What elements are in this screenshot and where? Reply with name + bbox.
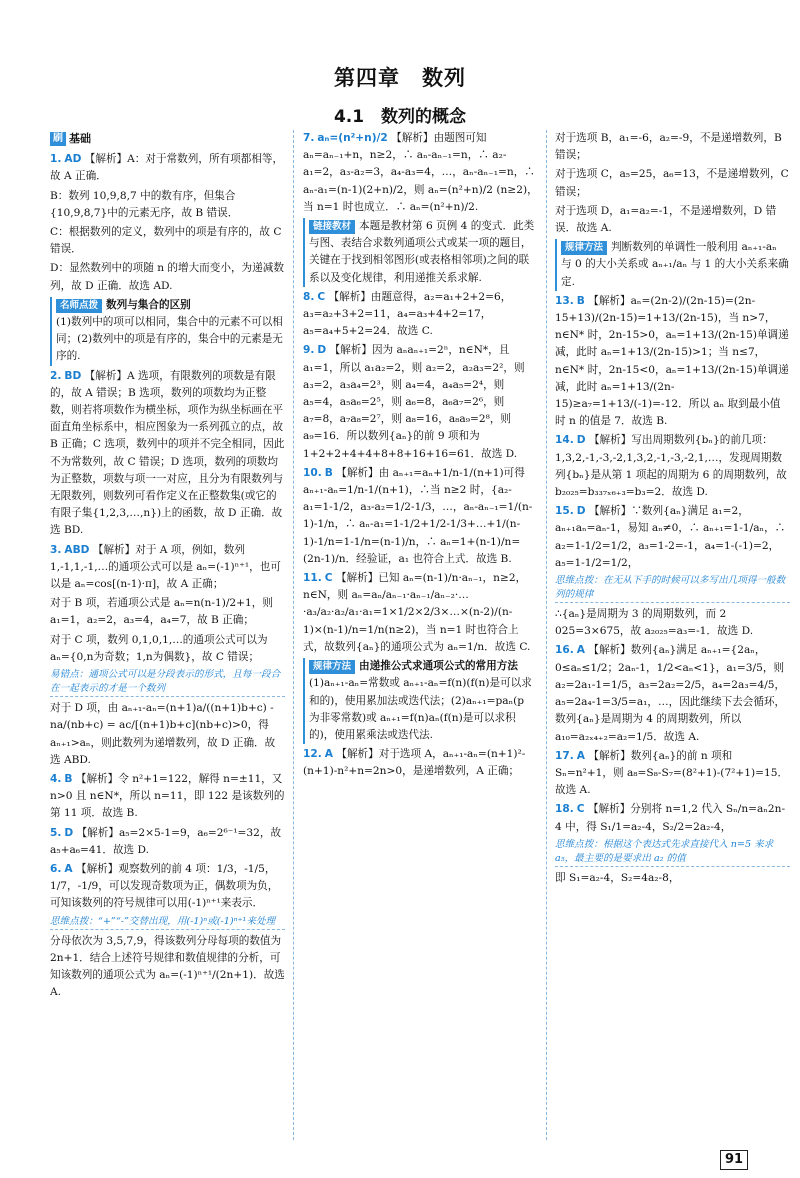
column-right: [555, 130, 790, 889]
answer-choice: D: [317, 344, 327, 357]
paragraph: [50, 188, 285, 222]
tip-title: 数列与集合的区别: [106, 298, 191, 311]
tip-box: [303, 658, 538, 744]
paragraph: [555, 166, 790, 200]
answer-item: [555, 432, 790, 501]
answer-item: [555, 748, 790, 800]
tip-box: [303, 218, 538, 287]
answer-item: [50, 542, 285, 594]
answer-choice: A: [576, 749, 585, 762]
item-text: 对于 C 项，数列 0,1,0,1,…的通项公式可以为 aₙ={0,n为奇数；1,n为偶数}，故 C 错误；: [50, 633, 268, 663]
answer-item: [50, 825, 285, 859]
tip-tag: 规律方法: [309, 660, 355, 674]
paragraph: [555, 606, 790, 640]
answer-choice: C: [324, 572, 333, 585]
item-text: 【解析】A 选项，有限数列的项数是有限的，故 A 错误；B 选项，数列的项数均为正整数，则若将项数作为横坐标，项作为纵坐标画在平面直角坐标系中，相应图象为一系列孤立的点，故 B 正确；C 选项，数列中的项并不完全相同，因此不为常数列，故 C 错误；D 选项，数列的项数均为正整数，项数与项一一对应，且分为有限数列与无限数列，则数列可看作定义在正整数集(或它的有限子集{1,2,3,…,n})上的函数，故 D 正确．故选 BD.: [50, 369, 285, 537]
item-text: 判断数列的单调性一般利用 aₙ₊₁-aₙ 与 0 的大小关系或 aₙ₊₁/aₙ 与 1 的大小关系来确定.: [561, 241, 789, 288]
answer-item: [555, 642, 790, 745]
answer-item: [555, 293, 790, 431]
page-number: 91: [720, 1150, 748, 1170]
tip-box: [555, 239, 790, 291]
item-text: 【解析】对于选项 A，aₙ₊₁-aₙ=(n+1)²-(n+1)-n²+n=2n>0，是递增数列，A 正确；: [303, 748, 526, 778]
answer-choice: aₙ=(n²+n)/2: [317, 132, 388, 144]
answer-item: [50, 771, 285, 823]
topic-heading: [50, 130, 285, 147]
answer-item: [303, 746, 538, 780]
question-number: 15.: [555, 505, 574, 518]
item-text: 【解析】观察数列的前 4 项：1/3，-1/5，1/7，-1/9，可以发现奇数项为正，偶数项为负，可知该数列的符号规律可以用(-1)ⁿ⁺¹来表示．: [50, 862, 279, 910]
chapter-title: 第四章 数列: [334, 66, 466, 90]
item-text: (1)aₙ₊₁-aₙ=常数或 aₙ₊₁-aₙ=f(n)(f(n)是可以求和的)，使用累加法或迭代法；(2)aₙ₊₁=paₙ(p 为非零常数)或 aₙ₊₁=f(n)aₙ(f(n)是可以求积的)，使用累乘法或迭代法.: [309, 677, 532, 741]
paragraph: [50, 632, 285, 666]
item-text: 【解析】令 n²+1=122，解得 n=±11，又 n>0 且 n∈N*，所以 n=11，即 122 是该数列的第 11 项．故选 B.: [50, 772, 285, 820]
answer-choice: A: [324, 748, 333, 761]
item-text: 【解析】aₙ=(2n-2)/(2n-15)=(2n-15+13)/(2n-15)=1+13/(2n-15)，当 n>7，n∈N* 时，2n-15>0，aₙ=1+13/(2n-15)单调递减，此时 aₙ=1+13/(2n-15)>1；当 n≤7，n∈N* 时，2n-15<0，aₙ=1+13/(2n-15)单调递减，此时 aₙ=1+13/(2n-15)≥a₇=1+13/(-1)=-12．所以 aₙ 取到最小值时 n 的值是 7．故选 B.: [555, 294, 789, 428]
answer-item: [303, 289, 538, 341]
item-text: 对于 B 项，若通项公式是 aₙ=n(n-1)/2+1，则 a₁=1，a₂=2，a₃=4，a₄=7，故 B 正确；: [50, 597, 273, 627]
column-right-items: [555, 130, 790, 887]
question-number: 12.: [303, 748, 322, 761]
answer-choice: A: [64, 862, 73, 875]
item-text: 【解析】分别将 n=1,2 代入 Sₙ/n=aₙ2n-4 中，得 S₁/1=a₂-4，S₂/2=2a₂-4，: [555, 803, 786, 833]
margin-note: 思维点拨：“+”“-”交替出现，用(-1)ⁿ或(-1)ⁿ⁺¹来处理: [50, 915, 285, 930]
question-number: 16.: [555, 644, 574, 657]
question-number: 11.: [303, 572, 322, 585]
item-text: (1)数列中的项可以相同，集合中的元素不可以相同；(2)数列中的项是有序的，集合中的元素是无序的.: [56, 316, 283, 363]
item-text: 对于选项 C，a₅=25，a₆=13，不是递增数列，C 错误；: [555, 168, 789, 198]
paragraph: [50, 260, 285, 294]
question-number: 7.: [303, 132, 315, 144]
page-header: [0, 62, 800, 127]
paragraph: [555, 130, 790, 164]
item-text: 对于 D 项，由 aₙ₊₁-aₙ=(n+1)a/((n+1)b+c) - na/(nb+c) = ac/[(n+1)b+c](nb+c)>0，得 aₙ₊₁>aₙ，则此数列为递增数列，故 D 正确．故选 ABD.: [50, 702, 276, 766]
paragraph: [50, 700, 285, 769]
item-text: ∴{aₙ}是周期为 3 的周期数列，而 2 025=3×675，故 a₂₀₂₅=a₃=-1．故选 D.: [555, 608, 754, 638]
margin-note: 思维点拨：在无从下手的时候可以多写出几项得一般数列的规律: [555, 574, 790, 603]
answer-item: [303, 570, 538, 656]
section-title: 4.1 数列的概念: [333, 107, 467, 127]
item-text: 对于选项 D，a₁=a₂=-1，不是递增数列，D 错误．故选 A.: [555, 204, 777, 235]
paragraph: [50, 933, 285, 1002]
item-text: 本题是教材第 6 页例 4 的变式．此类与图、表结合求数列通项公式或某一项的题目，关键在于找到相邻图形(或表格相邻项)之间的联系以及变化规律，利用递推关系求解.: [309, 220, 535, 284]
answer-choice: A: [576, 644, 585, 657]
tip-title: 由递推公式求通项公式的常用方法: [359, 660, 518, 673]
item-text: 对于选项 B，a₁=-6，a₂=-9，不是递增数列，B 错误；: [555, 132, 782, 162]
question-number: 8.: [303, 290, 315, 303]
question-number: 17.: [555, 749, 574, 762]
column-middle-items: [303, 130, 538, 781]
item-text: B：数列 10,9,8,7 中的数有序，但集合{10,9,8,7}中的元素无序，故 B 错误．: [50, 189, 239, 219]
answer-item: [303, 130, 538, 216]
answer-choice: B: [64, 772, 73, 785]
answer-choice: BD: [64, 369, 82, 382]
column-divider: [546, 130, 547, 1140]
question-number: 9.: [303, 344, 315, 357]
item-text: 【解析】由题图可知 aₙ=aₙ₋₁+n，n≥2，∴ aₙ-aₙ₋₁=n，∴ a₂-a₁=2，a₃-a₂=3，a₄-a₃=4，…，aₙ-aₙ₋₁=n，∴ aₙ-a₁=(n-1)(2+n)/2，则 aₙ=(n²+n)/2 (n≥2)，当 n=1 时也成立．∴ aₙ=(n²+n)/2.: [303, 132, 538, 213]
tip-tag: 规律方法: [561, 241, 607, 255]
answer-item: [50, 368, 285, 540]
question-number: 5.: [50, 826, 62, 839]
item-text: 【解析】数列{aₙ}的前 n 项和 Sₙ=n²+1，则 a₈=S₈-S₇=(8²+1)-(7²+1)=15．故选 A.: [555, 749, 789, 797]
answer-choice: D: [576, 505, 586, 518]
item-text: 【解析】写出周期数列{bₙ}的前几项：1,3,2,-1,-3,-2,1,3,2,-1,-3,-2,1,…，发现周期数列{bₙ}是从第 1 项起的周期为 6 的周期数列，故 b₂₀₂₅=b₃₃₇ₓ₆₊₃=b₃=2．故选 D.: [555, 434, 787, 499]
margin-note: 思维点拨：根据这个表达式先求直接代入 n=5 来求 a₅，最主要的是要求出 a₂ 的值: [555, 838, 790, 867]
item-text: D：显然数列中的项随 n 的增大而变小，为递减数列，故 D 正确．故选 AD.: [50, 262, 284, 292]
tip-tag: 名师点拨: [56, 299, 102, 313]
item-text: 【解析】由 aₙ₊₁=aₙ+1/n-1/(n+1)可得 aₙ₊₁-aₙ=1/n-1/(n+1)，∴当 n≥2 时，{a₂-a₁=1-1/2，a₃-a₂=1/2-1/3，…，aₙ-aₙ₋₁=1/(n-1)-1/n，∴ aₙ-a₁=1-1/2+1/2-1/3+…+1/(n-1)-1/n=1-1/n=(n-1)/n，∴ aₙ=1+(n-1)/n=(2n-1)/n．经验证，a₁ 也符合上式．故选 B.: [303, 466, 533, 565]
item-text: C：根据数列的定义，数列中的项是有序的，故 C 错误．: [50, 226, 282, 256]
item-text: 分母依次为 3,5,7,9，得该数列分母每项的数值为 2n+1．结合上述符号规律和数值规律的分析，可知该数列的通项公式为 aₙ=(-1)ⁿ⁺¹/(2n+1)．故选 A.: [50, 934, 285, 999]
answer-choice: B: [576, 294, 585, 307]
answer-item: [303, 342, 538, 462]
item-text: 【解析】由题意得，a₂=a₁+2+2=6，a₃=a₂+3+2=11，a₄=a₃+4+2=17，a₅=a₄+5+2=24．故选 C.: [303, 290, 512, 338]
topic-label: 基础: [69, 132, 91, 145]
answer-choice: D: [64, 826, 74, 839]
paragraph: [50, 595, 285, 629]
column-left-items: [50, 151, 285, 1001]
tip-tag: 链接教材: [309, 220, 355, 234]
question-number: 14.: [555, 434, 574, 447]
margin-note: 易错点：通项公式可以是分段表示的形式，且每一段合在一起表示的才是一个数列: [50, 668, 285, 697]
question-number: 18.: [555, 803, 574, 816]
item-text: 【解析】对于 A 项，例如，数列 1,-1,1,-1,…的通项公式可以是 aₙ=(-1)ⁿ⁺¹，也可以是 aₙ=cos[(n-1)·π]，故 A 正确；: [50, 543, 281, 591]
answer-item: [50, 861, 285, 913]
paragraph: [555, 203, 790, 237]
question-number: 6.: [50, 862, 62, 875]
tip-box: [50, 297, 285, 366]
item-text: 【解析】因为 aₙaₙ₊₁=2ⁿ，n∈N*，且 a₁=1，所以 a₁a₂=2，则 a₂=2，a₂a₃=2²，则 a₃=2，a₃a₄=2³，则 a₄=4，a₄a₅=2⁴，则 a₅=4，a₅a₆=2⁵，则 a₆=8，a₆a₇=2⁶，则 a₇=8，a₇a₈=2⁷，则 a₈=16，a₈a₉=2⁸，则 a₉=16．所以数列{aₙ}的前 9 项和为 1+2+2+4+4+8+8+16+16=61．故选 D.: [303, 344, 525, 460]
column-middle: [303, 130, 538, 783]
answer-choice: C: [576, 803, 585, 816]
item-text: 【解析】已知 aₙ=(n-1)/n·aₙ₋₁，n≥2，n∈N，则 aₙ=aₙ/aₙ₋₁·aₙ₋₁/aₙ₋₂·…·a₃/a₂·a₂/a₁·a₁=1×1/2×2/3×…×(n-2)/(n-1)×(n-1)/n=1/n(n≥2)，当 n=1 时也符合上式，故数列{aₙ}的通项公式为 aₙ=1/n．故选 C.: [303, 572, 531, 653]
answer-item: [50, 151, 285, 185]
answer-item: [555, 801, 790, 835]
topic-badge: 刷: [50, 132, 66, 146]
question-number: 2.: [50, 369, 62, 382]
item-text: 【解析】a₅=2×5-1=9，a₆=2⁶⁻¹=32，故 a₅+a₆=41．故选 D.: [50, 826, 282, 856]
question-number: 4.: [50, 772, 62, 785]
column-left: [50, 130, 285, 1003]
answer-choice: D: [576, 434, 586, 447]
answer-choice: AD: [64, 153, 82, 166]
paragraph: [555, 870, 790, 887]
item-text: 即 S₁=a₂-4，S₂=4a₂-8，: [555, 871, 680, 884]
answer-choice: C: [317, 290, 326, 303]
answer-choice: B: [324, 466, 333, 479]
question-number: 10.: [303, 466, 322, 479]
question-number: 13.: [555, 294, 574, 307]
item-text: 【解析】数列{aₙ}满足 aₙ₊₁={2aₙ，0≤aₙ≤1/2；2aₙ-1，1/2<aₙ<1}，a₁=3/5，则 a₂=2a₁-1=1/5，a₃=2a₂=2/5，a₄=2a₃=4/5，a₅=2a₄-1=3/5=a₁，…，因此继续下去会循环，数列{aₙ}是周期为 4 的周期数列，所以 a₁₀=a₂ₓ₄₊₂=a₂=1/5．故选 A.: [555, 644, 786, 743]
question-number: 1.: [50, 153, 62, 166]
item-text: 【解析】A：对于常数列，所有项都相等，故 A 正确．: [50, 153, 284, 183]
answer-item: [555, 503, 790, 572]
answer-choice: ABD: [64, 543, 90, 556]
column-divider: [293, 130, 294, 1140]
question-number: 3.: [50, 543, 62, 556]
answer-item: [303, 465, 538, 568]
paragraph: [50, 224, 285, 258]
item-text: 【解析】∵数列{aₙ}满足 a₁=2，aₙ₊₁aₙ=aₙ-1，易知 aₙ≠0，∴ aₙ₊₁=1-1/aₙ，∴ a₂=1-1/2=1/2，a₃=1-2=-1，a₄=1-(-1)=2，a₅=1-1/2=1/2，: [555, 505, 786, 569]
